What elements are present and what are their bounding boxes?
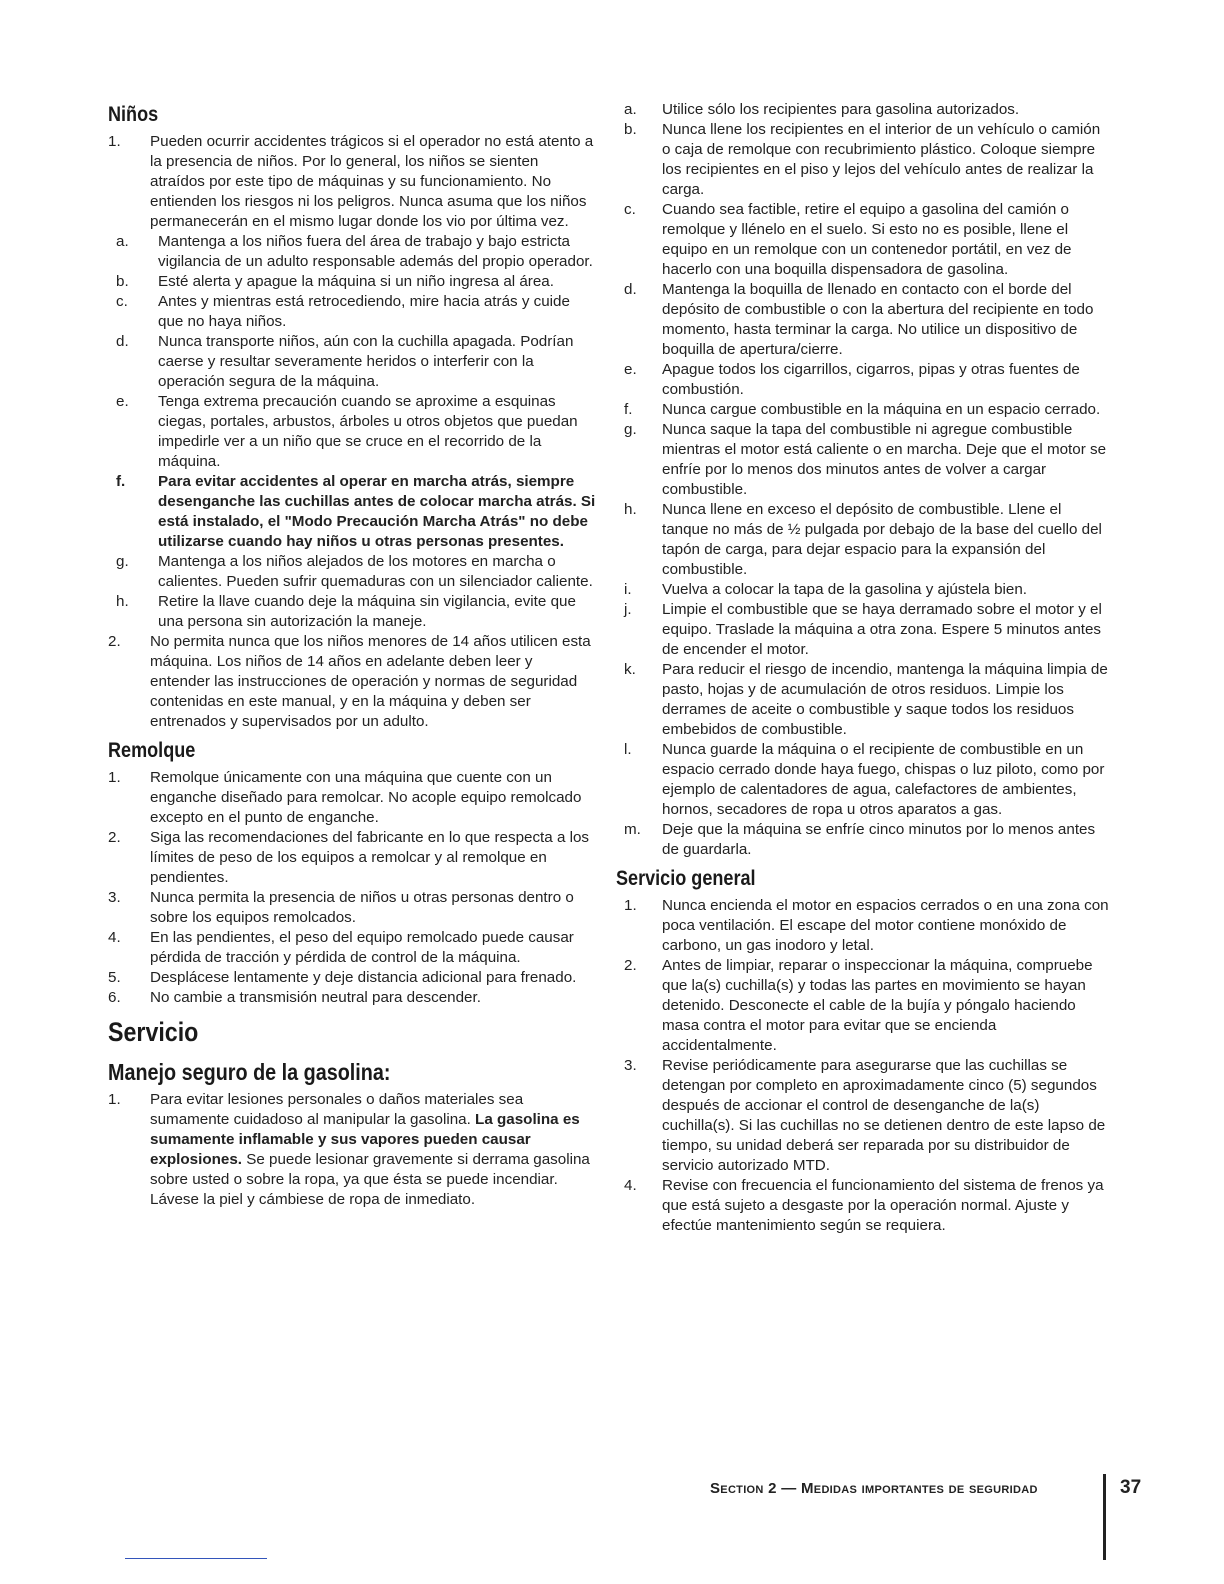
ninos-subitem — [108, 552, 596, 592]
list-text: Vuelva a colocar la tapa de la gasolina y ajústela bien. — [662, 581, 1028, 598]
list-letter: e. — [624, 361, 637, 378]
ninos-heading: Niños — [108, 103, 159, 126]
gasolina-subitem — [620, 660, 1110, 740]
list-letter: a. — [624, 101, 637, 118]
gasolina-subitem — [620, 100, 1110, 120]
list-text: Desplácese lentamente y deje distancia adicional para frenado. — [150, 969, 577, 986]
list-number: 1. — [108, 769, 121, 786]
gasolina-subitem — [620, 600, 1110, 660]
servicio-general-list — [620, 896, 1110, 1236]
ninos-item-1 — [108, 132, 596, 232]
ninos-item-2 — [108, 632, 596, 732]
right-column — [616, 100, 1110, 1236]
list-text: Revise periódicamente para asegurarse que las cuchillas se detengan por completo en aproximadamente cinco (5) segundos después de accionar el control de desenganche de la(s) cuchilla(s). Si las cuchillas no se detienen dentro de este lapso de tiempo, su unidad deberá ser reparada por su distribuidor de servicio autorizado MTD. — [662, 1057, 1106, 1174]
ninos-subitem — [108, 292, 596, 332]
list-letter: h. — [116, 593, 129, 610]
list-text: Antes de limpiar, reparar o inspeccionar la máquina, compruebe que la(s) cuchilla(s) y todas las partes en movimiento se hayan detenido. Desconecte el cable de la bujía y póngalo haciendo masa contra el motor para evitar que se encienda accidentalmente. — [662, 957, 1093, 1054]
gasolina-subitem — [620, 580, 1110, 600]
remolque-item — [108, 968, 596, 988]
servicio-general-heading: Servicio general — [616, 867, 756, 890]
gasolina-subitem — [620, 420, 1110, 500]
servicio-general-item — [620, 896, 1110, 956]
list-text: Cuando sea factible, retire el equipo a gasolina del camión o remolque y llénelo en el suelo. Si esto no es posible, llene el equipo en un remolque con un contenedor portátil, en vez de hacerlo con una boquilla dispensadora de gasolina. — [662, 201, 1072, 278]
list-text: Tenga extrema precaución cuando se aproxime a esquinas ciegas, portales, arbustos, árboles u otros objetos que puedan impedirle ver a un niño que se cruce en el recorrido de la máquina. — [158, 393, 578, 470]
ninos-list — [108, 132, 596, 732]
list-letter: j. — [624, 601, 632, 618]
gasolina-list — [108, 1090, 596, 1210]
remolque-item — [108, 888, 596, 928]
remolque-item — [108, 988, 596, 1008]
page-number: 37 — [1120, 1477, 1142, 1498]
list-text: Para reducir el riesgo de incendio, mantenga la máquina limpia de pasto, hojas y de acumulación de otros residuos. Limpie los derrames de aceite o combustible y saque todos los residuos embebidos de combustible. — [662, 661, 1108, 738]
remolque-item — [108, 768, 596, 828]
list-text: Nunca llene los recipientes en el interior de un vehículo o camión o caja de remolque con recubrimiento plástico. Coloque siempre los recipientes en el piso y lejos del vehículo antes de realizar la carga. — [662, 121, 1101, 198]
servicio-general-item — [620, 956, 1110, 1056]
list-letter: d. — [116, 333, 129, 350]
list-letter: f. — [116, 473, 126, 490]
list-text: Mantenga a los niños alejados de los motores en marcha o calientes. Pueden sufrir quemaduras con un silenciador caliente. — [158, 553, 593, 590]
ninos-subitem — [108, 272, 596, 292]
ninos-subitem — [108, 332, 596, 392]
footer-label-text: Section 2 — Medidas importantes de seguridad — [710, 1480, 1038, 1497]
ninos-subitem — [108, 472, 596, 552]
list-letter: b. — [116, 273, 129, 290]
list-text: Nunca guarde la máquina o el recipiente de combustible en un espacio cerrado donde haya fuego, chispas o luz piloto, como por ejemplo de calentadores de agua, calefactores de ambientes, hornos, secadores de ropa u otros aparatos a gas. — [662, 741, 1105, 818]
list-text: Revise con frecuencia el funcionamiento del sistema de frenos ya que está sujeto a desgaste por la operación normal. Ajuste y efectúe mantenimiento según se requiera. — [662, 1177, 1104, 1234]
remolque-item — [108, 928, 596, 968]
list-text: Deje que la máquina se enfríe cinco minutos por lo menos antes de guardarla. — [662, 821, 1096, 858]
ninos-subitem — [108, 232, 596, 272]
ninos-subitem — [108, 392, 596, 472]
list-number: 2. — [624, 957, 637, 974]
list-text: Limpie el combustible que se haya derramado sobre el motor y el equipo. Traslade la máquina a otra zona. Espere 5 minutos antes de encender el motor. — [662, 601, 1102, 658]
list-letter: c. — [624, 201, 636, 218]
list-number: 1. — [624, 897, 637, 914]
list-letter: h. — [624, 501, 637, 518]
list-letter: g. — [624, 421, 637, 438]
gasolina-subitem — [620, 360, 1110, 400]
servicio-general-item — [620, 1176, 1110, 1236]
list-text: Esté alerta y apague la máquina si un niño ingresa al área. — [158, 273, 554, 290]
gasolina-subitem — [620, 500, 1110, 580]
ninos-sublist — [108, 232, 596, 632]
list-text: Nunca transporte niños, aún con la cuchilla apagada. Podrían caerse y resultar severamente heridos o interferir con la operación segura de la máquina. — [158, 333, 574, 390]
gasolina-subitem — [620, 400, 1110, 420]
list-text: Para evitar accidentes al operar en marcha atrás, siempre desenganche las cuchillas antes de colocar marcha atrás. Si está instalado, el "Modo Precaución Marcha Atrás" no debe utilizarse cuando hay niños u otras personas presentes. — [158, 473, 596, 550]
list-text: Nunca saque la tapa del combustible ni agregue combustible mientras el motor está caliente o en marcha. Deje que el motor se enfríe por lo menos dos minutos antes de volver a cargar combustible. — [662, 421, 1107, 498]
footer-divider — [1103, 1474, 1106, 1560]
list-text: No permita nunca que los niños menores de 14 años utilicen esta máquina. Los niños de 14 años en adelante deben leer y entender las instrucciones de operación y normas de seguridad contenidas en este manual, y en la máquina y deben ser entrenados y supervisados por un adulto. — [150, 633, 591, 730]
servicio-heading: Servicio — [108, 1017, 199, 1047]
list-letter: a. — [116, 233, 129, 250]
list-text: Nunca encienda el motor en espacios cerrados o en una zona con poca ventilación. El escape del motor contiene monóxido de carbono, un gas inodoro y letal. — [662, 897, 1109, 954]
list-number: 2. — [108, 829, 121, 846]
list-letter: c. — [116, 293, 128, 310]
list-letter: g. — [116, 553, 129, 570]
list-number: 4. — [624, 1177, 637, 1194]
list-letter: i. — [624, 581, 632, 598]
list-number: 5. — [108, 969, 121, 986]
list-text: Antes y mientras está retrocediendo, mire hacia atrás y cuide que no haya niños. — [158, 293, 570, 330]
list-letter: l. — [624, 741, 632, 758]
list-text: Mantenga a los niños fuera del área de trabajo y bajo estricta vigilancia de un adulto responsable además del propio operador. — [158, 233, 593, 270]
gasolina-subitem — [620, 200, 1110, 280]
gasolina-item-1 — [108, 1090, 596, 1210]
list-text: Para evitar lesiones personales o daños materiales sea sumamente cuidadoso al manipular la gasolina. — [150, 1091, 524, 1128]
list-text: Utilice sólo los recipientes para gasolina autorizados. — [662, 101, 1020, 118]
remolque-heading: Remolque — [108, 739, 196, 762]
list-text: Mantenga la boquilla de llenado en contacto con el borde del depósito de combustible o con la abertura del recipiente en todo momento, hasta terminar la carga. No utilice un dispositivo de boquilla de apertura/cierre. — [662, 281, 1094, 358]
remolque-list — [108, 768, 596, 1008]
list-text: Se puede lesionar gravemente si derrama gasolina sobre usted o sobre la ropa, ya que ésta se puede incendiar. Lávese la piel y cámbiese de ropa de inmediato. — [150, 1151, 590, 1208]
servicio-general-item — [620, 1056, 1110, 1176]
list-text: Apague todos los cigarrillos, cigarros, pipas y otras fuentes de combustión. — [662, 361, 1080, 398]
list-number: 2. — [108, 633, 121, 650]
list-text: Nunca llene en exceso el depósito de combustible. Llene el tanque no más de ½ pulgada por debajo de la base del cuello del tapón de carga, para dejar espacio para la expansión del combustible. — [662, 501, 1102, 578]
footer-section-label — [710, 1480, 1070, 1497]
list-text: Remolque únicamente con una máquina que cuente con un enganche diseñado para remolcar. No acople equipo remolcado excepto en el punto de enganche. — [150, 769, 582, 826]
list-text: Siga las recomendaciones del fabricante en lo que respecta a los límites de peso de los equipos a remolcar y al remolque en pendientes. — [150, 829, 590, 886]
list-number: 6. — [108, 989, 121, 1006]
warning-text: La gasolina es sumamente inflamable y sus vapores pueden causar explosiones. — [150, 1111, 580, 1168]
gasolina-subitem — [620, 280, 1110, 360]
list-letter: d. — [624, 281, 637, 298]
list-number: 4. — [108, 929, 121, 946]
list-letter: k. — [624, 661, 636, 678]
list-number: 3. — [624, 1057, 637, 1074]
list-number: 1. — [108, 1091, 121, 1108]
gasolina-subitem — [620, 120, 1110, 200]
list-text: Retire la llave cuando deje la máquina sin vigilancia, evite que una persona sin autorización la maneje. — [158, 593, 576, 630]
bottom-rule — [125, 1558, 267, 1559]
list-text: No cambie a transmisión neutral para descender. — [150, 989, 481, 1006]
gasolina-subitem — [620, 820, 1110, 860]
list-text: Pueden ocurrir accidentes trágicos si el operador no está atento a la presencia de niños. Por lo general, los niños se sienten atraídos por este tipo de máquinas y su funcionamiento. No entienden los riesgos ni los peligros. Nunca asuma que los niños permanecerán en el mismo lugar donde los vio por última vez. — [150, 133, 594, 230]
list-number: 3. — [108, 889, 121, 906]
list-letter: f. — [624, 401, 633, 418]
ninos-subitem — [108, 592, 596, 632]
gasolina-heading: Manejo seguro de la gasolina: — [108, 1059, 391, 1085]
gasolina-subitem — [620, 740, 1110, 820]
list-text: En las pendientes, el peso del equipo remolcado puede causar pérdida de tracción y pérdida de control de la máquina. — [150, 929, 574, 966]
list-letter: m. — [624, 821, 641, 838]
left-column — [108, 100, 596, 1210]
list-text: Nunca permita la presencia de niños u otras personas dentro o sobre los equipos remolcados. — [150, 889, 574, 926]
list-letter: e. — [116, 393, 129, 410]
gasolina-sublist — [620, 100, 1110, 860]
remolque-item — [108, 828, 596, 888]
list-number: 1. — [108, 133, 121, 150]
list-text: Nunca cargue combustible en la máquina en un espacio cerrado. — [662, 401, 1101, 418]
list-letter: b. — [624, 121, 637, 138]
